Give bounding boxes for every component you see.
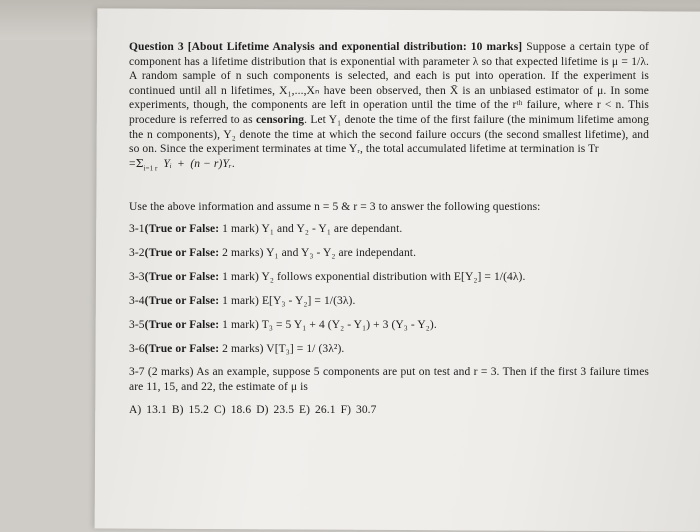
item-number: 3-1 [129,223,145,236]
item-marks: 1 mark) [222,223,259,236]
item-text: V[T₃] = 1/ (3λ²). [266,343,345,356]
intro-text-2: . Let Y₁ denote the time of the first failure (the minimum lifetime among the n components), Y₂ denote the time at which the second failure occurs (the second smallest lifetime), and so on. Since the experiment terminates at time Yᵣ, the total accumulated lifetime at termination is Tr [129,113,649,156]
item-text: Y₁ and Y₂ - Y₁ are dependant. [261,223,403,236]
option-b: B) 15.2 [171,404,210,417]
question-item-3-1 [129,222,649,237]
item-number: 3-6 [129,343,145,356]
formula-sum-symbol: Σ [135,156,144,170]
formula-plus: + [177,157,185,170]
item-text: T₃ = 5 Y₁ + 4 (Y₂ - Y₁) + 3 (Y₃ - Y₂). [261,319,437,332]
item-text: Y₁ and Y₃ - Y₂ are independant. [266,247,417,260]
question-item-3-3 [129,270,649,285]
question-title: Question 3 [About Lifetime Analysis and exponential distribution: 10 marks] [129,41,523,53]
item-marks: 1 mark) [222,295,259,308]
question-item-3-6 [129,342,649,357]
item-marks: 1 mark) [222,271,259,284]
option-c: C) 18.6 [214,404,252,417]
item-marks: 2 marks) [222,343,264,356]
answer-options [129,403,649,418]
item-text: Y₂ follows exponential distribution with E[Y₂] = 1/(4λ). [261,271,526,284]
formula-term-1: Yᵢ [163,157,172,170]
item-kind: (True or False: [144,295,220,308]
item-text: E[Y₃ - Y₂] = 1/(3λ). [261,295,356,308]
item-kind: (True or False: [144,319,220,332]
item-marks: 2 marks) [222,247,264,260]
question-items [129,222,649,357]
question-item-3-4 [129,294,649,309]
formula-equals: = [129,157,136,170]
item-number: 3-3 [129,271,145,284]
option-a: A) 13.1 [129,404,167,417]
censoring-term: censoring [255,113,305,126]
question-item-3-2 [129,246,649,261]
item-kind: (True or False: [144,271,220,284]
option-e: E) 26.1 [299,404,336,417]
item-number: 3-5 [129,319,145,332]
question-item-3-7: 3-7 (2 marks) As an example, suppose 5 components are put on test and r = 3. Then if the first 3 failure times are 11, 15, and 22, the estimate of μ is [129,366,649,394]
question-intro [129,40,649,157]
formula-sum-limits: i=1 r [143,164,158,173]
item-number: 3-2 [129,247,145,260]
item-marks: 1 mark) [222,319,259,332]
item-number: 3-4 [129,295,145,308]
question-item-3-5 [129,318,649,333]
option-d: D) 23.5 [256,404,295,417]
item-kind: (True or False: [144,247,220,260]
option-f: F) 30.7 [340,404,377,417]
intro-text-1: Suppose a certain type of component has a lifetime distribution that is exponential with parameter λ so that expected lifetime is μ = 1/λ. A random sample of n such components is selected, and each is put into operation. If the experiment is continued until all n lifetimes, X₁,...,Xₙ have been observed, then X̄ is an unbiased estimator of μ. In some experiments, though, the components are left in operation until the time of the rᵗʰ failure, where r < n. This procedure is referred to as [129,41,649,126]
question-document [129,40,649,418]
instructions: Use the above information and assume n = 5 & r = 3 to answer the following questions: [129,200,541,213]
formula-term-2: (n − r)Yᵣ [190,157,232,170]
item-kind: (True or False: [144,223,220,236]
item-kind: (True or False: [144,343,220,356]
total-lifetime-formula [129,157,649,176]
formula-end: . [231,157,235,170]
